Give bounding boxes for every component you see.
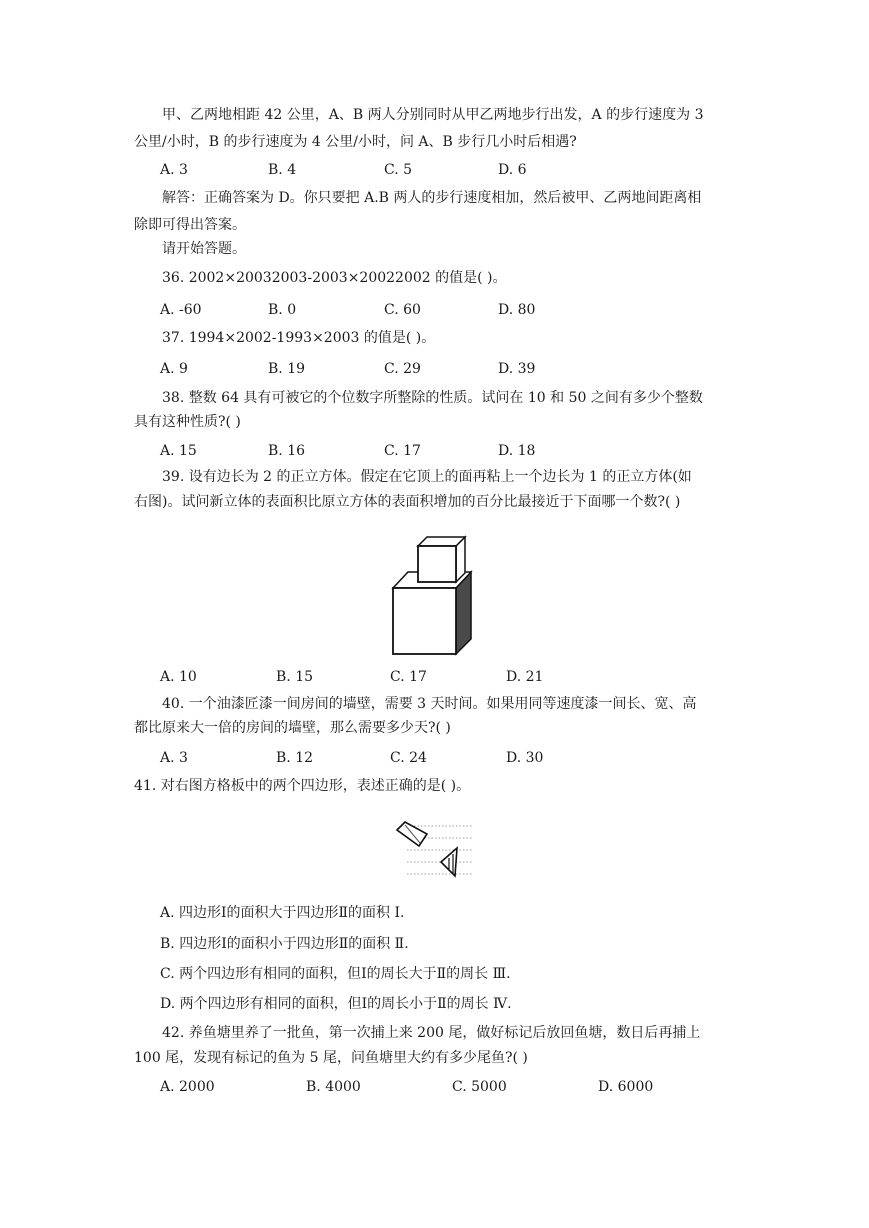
option-d: D. 6000	[598, 1079, 654, 1095]
option-b: B. 12	[276, 750, 314, 766]
question-39-line-1: 39. 设有边长为 2 的正立方体。假定在它顶上的面再粘上一个边长为 1 的正立方体(如	[162, 469, 692, 485]
option-a: A. 2000	[160, 1079, 215, 1095]
option-a: A. 9	[160, 361, 188, 377]
example-answer-line-2: 除即可得出答案。	[134, 217, 246, 233]
option-c: C. 5000	[452, 1079, 507, 1095]
question-42-line-2: 100 尾，发现有标记的鱼为 5 尾，问鱼塘里大约有多少尾鱼?( )	[134, 1050, 528, 1066]
example-question-line-2: 公里/小时，B 的步行速度为 4 公里/小时，问 A、B 步行几小时后相遇?	[134, 134, 577, 150]
question-41-option-b: B. 四边形Ⅰ的面积小于四边形Ⅱ的面积 Ⅱ.	[160, 936, 409, 952]
grid-quadrilaterals-figure	[393, 818, 475, 886]
option-c: C. 17	[390, 669, 427, 685]
option-b: B. 19	[268, 361, 306, 377]
option-a: A. 10	[160, 669, 197, 685]
option-a: A. 3	[160, 750, 188, 766]
question-38-line-2: 具有这种性质?( )	[134, 414, 241, 430]
question-40-line-2: 都比原来大一倍的房间的墙壁，那么需要多少天?( )	[134, 720, 451, 736]
question-41-option-d: D. 两个四边形有相同的面积，但Ⅰ的周长小于Ⅱ的周长 Ⅳ.	[160, 996, 512, 1012]
option-c: C. 29	[384, 361, 421, 377]
option-b: B. 16	[268, 443, 306, 459]
option-d: D. 80	[498, 302, 536, 318]
example-question-line-1: 甲、乙两地相距 42 公里，A、B 两人分别同时从甲乙两地步行出发，A 的步行速度为 3	[162, 107, 704, 123]
big-cube-front-face	[393, 588, 456, 654]
option-b: B. 4000	[306, 1079, 361, 1095]
question-41-option-c: C. 两个四边形有相同的面积，但Ⅰ的周长大于Ⅱ的周长 Ⅲ.	[160, 966, 511, 982]
option-c: C. 5	[384, 162, 413, 178]
question-37: 37. 1994×2002-1993×2003 的值是( )。	[162, 330, 436, 346]
small-cube-top-face	[418, 537, 465, 546]
question-41-option-a: A. 四边形Ⅰ的面积大于四边形Ⅱ的面积 Ⅰ.	[160, 905, 405, 921]
question-38-line-1: 38. 整数 64 具有可被它的个位数字所整除的性质。试问在 10 和 50 之间有多少个整数	[162, 390, 703, 406]
option-b: B. 0	[268, 302, 297, 318]
option-a: A. -60	[160, 302, 202, 318]
option-c: C. 60	[384, 302, 421, 318]
stacked-cubes-figure	[385, 532, 485, 657]
question-41: 41. 对右图方格板中的两个四边形，表述正确的是( )。	[134, 778, 471, 794]
question-36: 36. 2002×20032003-2003×20022002 的值是( )。	[162, 270, 507, 286]
example-answer-line-1: 解答：正确答案为 D。你只要把 A.B 两人的步行速度相加，然后被甲、乙两地间距离相	[162, 190, 702, 206]
option-b: B. 4	[268, 162, 297, 178]
option-a: A. 15	[160, 443, 197, 459]
option-d: D. 18	[498, 443, 536, 459]
instruction: 请开始答题。	[162, 241, 246, 257]
question-42-line-1: 42. 养鱼塘里养了一批鱼，第一次捕上来 200 尾，做好标记后放回鱼塘，数日后再捕上	[162, 1025, 701, 1041]
question-40-line-1: 40. 一个油漆匠漆一间房间的墙壁，需要 3 天时间。如果用同等速度漆一间长、宽、高	[162, 696, 697, 712]
option-c: C. 17	[384, 443, 421, 459]
option-d: D. 30	[506, 750, 544, 766]
option-b: B. 15	[276, 669, 314, 685]
option-d: D. 6	[498, 162, 527, 178]
question-39-line-2: 右图)。试问新立体的表面积比原立方体的表面积增加的百分比最接近于下面哪一个数?( )	[134, 494, 681, 510]
option-c: C. 24	[390, 750, 427, 766]
option-d: D. 21	[506, 669, 544, 685]
small-cube-front-face	[418, 546, 456, 582]
option-a: A. 3	[160, 162, 188, 178]
option-d: D. 39	[498, 361, 536, 377]
